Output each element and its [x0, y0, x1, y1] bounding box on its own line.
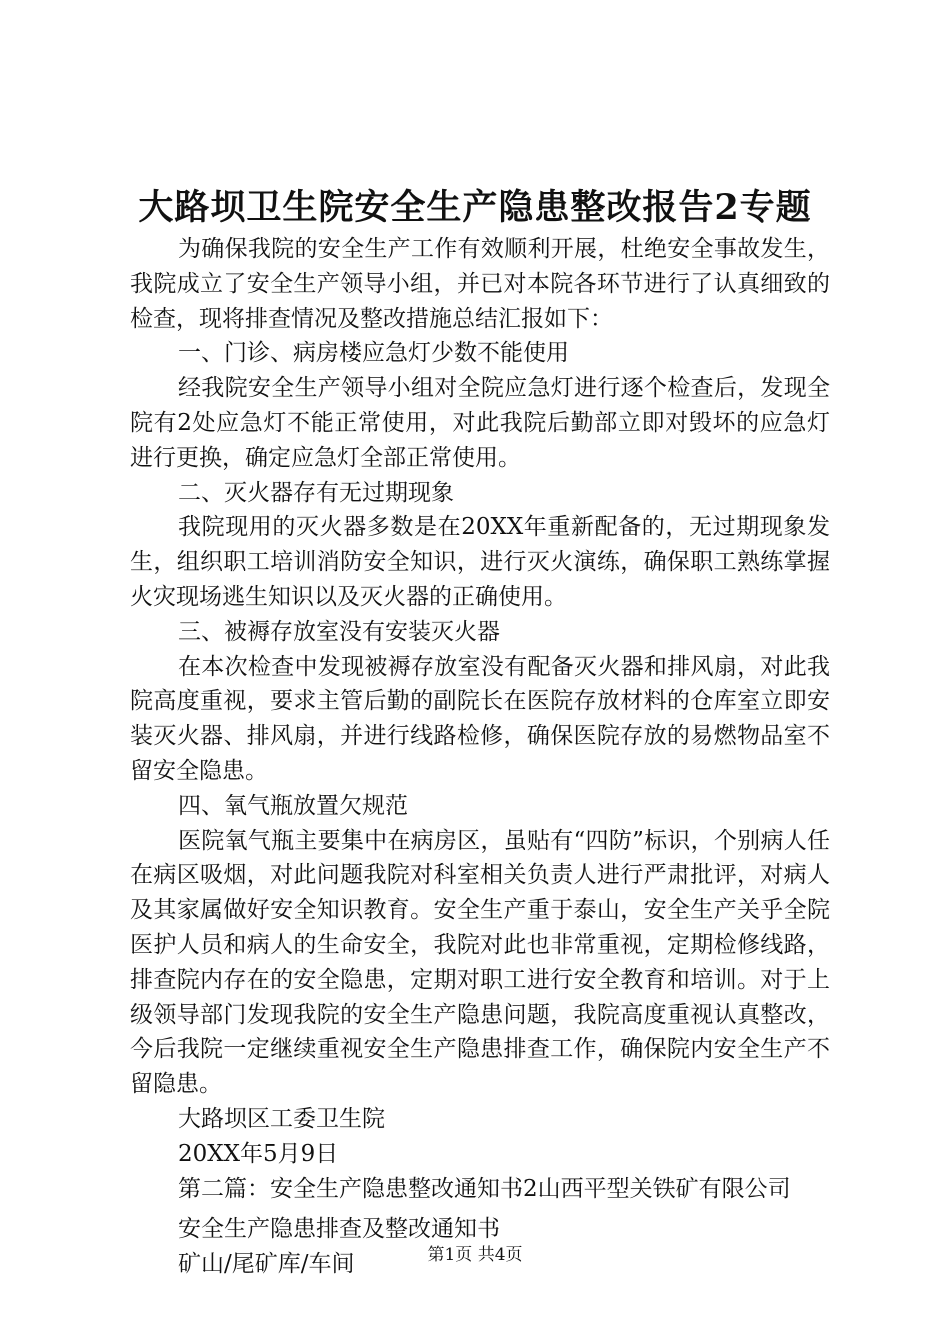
document-body — [130, 232, 830, 1282]
intro-paragraph: 为确保我院的安全生产工作有效顺利开展，杜绝安全事故发生，我院成立了安全生产领导小组，并已对本院各环节进行了认真细致的检查，现将排查情况及整改措施总结汇报如下： — [130, 236, 830, 332]
section-heading-4: 四、氧气瓶放置欠规范 — [178, 792, 408, 819]
section-paragraph-1: 经我院安全生产领导小组对全院应急灯进行逐个检查后，发现全院有2处应急灯不能正常使用，对此我院后勤部立即对毁坏的应急灯进行更换，确定应急灯全部正常使用。 — [130, 375, 830, 471]
section-paragraph-2: 我院现用的灭火器多数是在20XX年重新配备的，无过期现象发生，组织职工培训消防安全知识，进行灭火演练，确保职工熟练掌握火灾现场逃生知识以及灭火器的正确使用。 — [130, 514, 830, 610]
page-footer: 第1页 共4页 — [427, 1245, 523, 1265]
second-article-heading: 第二篇：安全生产隐患整改通知书2山西平型关铁矿有限公司 — [178, 1175, 791, 1202]
signature-date: 20XX年5月9日 — [178, 1140, 339, 1167]
section-paragraph-4: 医院氧气瓶主要集中在病房区，虽贴有“四防”标识，个别病人任在病区吸烟，对此问题我院对科室相关负责人进行严肃批评，对病人及其家属做好安全知识教育。安全生产重于泰山，安全生产关乎全院医护人员和病人的生命安全，我院对此也非常重视，定期检修线路，排查院内存在的安全隐患，定期对职工进行安全教育和培训。对于上级领导部门发现我院的安全生产隐患问题，我院高度重视认真整改，今后我院一定继续重视安全生产隐患排查工作，确保院内安全生产不留隐患。 — [130, 827, 830, 1098]
signature-organization: 大路坝区工委卫生院 — [178, 1105, 385, 1132]
document-title: 大路坝卫生院安全生产隐患整改报告2专题 — [138, 187, 812, 228]
section-heading-2: 二、灭火器存有无过期现象 — [178, 479, 454, 506]
notice-title: 安全生产隐患排查及整改通知书 — [178, 1216, 500, 1243]
section-paragraph-3: 在本次检查中发现被褥存放室没有配备灭火器和排风扇，对此我院高度重视，要求主管后勤的副院长在医院存放材料的仓库室立即安装灭火器、排风扇，并进行线路检修，确保医院存放的易燃物品室不留安全隐患。 — [130, 653, 830, 784]
notice-scope-line: 矿山/尾矿库/车间 — [178, 1251, 355, 1278]
section-heading-1: 一、门诊、病房楼应急灯少数不能使用 — [178, 340, 569, 367]
section-heading-3: 三、被褥存放室没有安装灭火器 — [178, 618, 500, 645]
